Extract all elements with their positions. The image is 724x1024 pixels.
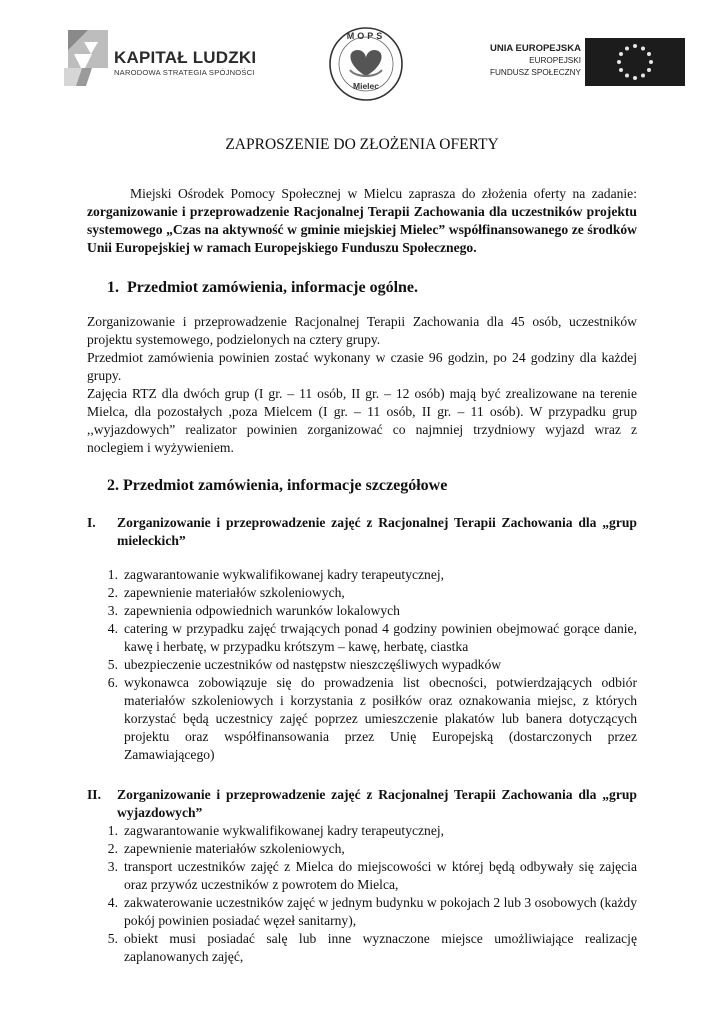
list-item-number: 1.	[107, 567, 118, 582]
document-body	[87, 136, 637, 966]
subsection-list	[87, 822, 637, 966]
section1-heading	[107, 279, 637, 297]
eu-flag-icon	[585, 38, 685, 86]
list-item-text: catering w przypadku zajęć trwających ponad 4 godziny powinien obejmować gorące danie, kawę i herbatę, w przypadku krótszym – kawę, herbatę, ciastka	[124, 621, 637, 654]
list-item-text: wykonawca zobowiązuje się do prowadzenia list obecności, potwierdzających odbiór materiałów szkoleniowych i korzystania z posiłków oraz oznakowania miejsc, z których korzystać będą uczestnicy zajęć poprzez umieszczenie plakatów lub banera dotyczących projektu oraz współfinansowania przez Unię Europejską (dostarczonych przez Zamawiającego)	[124, 675, 637, 762]
subsection-numeral: I.	[87, 515, 96, 530]
section1-paragraph: Zajęcia RTZ dla dwóch grup (I gr. – 11 osób, II gr. – 12 osób) mają być zrealizowane na terenie Mielca, dla pozostałych ,poza Mielcem (I gr. – 11 osób, II gr. – 11 osób). W przypadku grup ,,wyjazdowych” realizator powinien zorganizować co najmniej trzydniowy wyjazd wraz z noclegiem i wyżywieniem.	[87, 386, 637, 455]
list-item-number: 4.	[107, 621, 118, 636]
list-item	[87, 602, 637, 620]
list-item-text: zagwarantowanie wykwalifikowanej kadry terapeutycznej,	[124, 823, 445, 838]
eu-logo-text	[490, 42, 581, 79]
list-item	[87, 822, 637, 840]
eu-logo-line2: EUROPEJSKI	[529, 56, 581, 65]
document-title: ZAPROSZENIE DO ZŁOŻENIA OFERTY	[225, 136, 499, 153]
list-item-text: zapewnienie materiałów szkoleniowych,	[124, 841, 345, 856]
kapital-ludzki-logo	[62, 28, 262, 88]
list-item	[87, 858, 637, 894]
list-item-number: 1.	[107, 823, 118, 838]
mops-logo-bottom-text: Mielec	[353, 81, 379, 91]
list-item-text: zakwaterowanie uczestników zajęć w jednym budynku w pokojach 2 lub 3 osobowych (każdy pokój powinien posiadać węzeł sanitarny),	[124, 895, 637, 928]
intro-paragraph	[87, 185, 637, 257]
kapital-ludzki-subtitle: NARODOWA STRATEGIA SPÓJNOŚCI	[114, 68, 255, 77]
section1-number: 1.	[107, 279, 119, 296]
mops-logo-top-text: MOPS	[346, 31, 386, 41]
subsection-title: Zorganizowanie i przeprowadzenie zajęć z Racjonalnej Terapii Zachowania dla „grup wyjazdowych”	[117, 787, 637, 820]
kapital-ludzki-mark-icon	[62, 28, 108, 88]
subsection-numeral: II.	[87, 787, 101, 802]
list-item-number: 3.	[107, 603, 118, 618]
list-item-text: zapewnienia odpowiednich warunków lokalowych	[124, 603, 400, 618]
eu-logo-line3: FUNDUSZ SPOŁECZNY	[490, 68, 581, 77]
eu-logo-line1: UNIA EUROPEJSKA	[490, 43, 581, 54]
subsection-heading	[87, 786, 637, 822]
list-item-number: 2.	[107, 585, 118, 600]
list-item-number: 4.	[107, 895, 118, 910]
list-item-text: ubezpieczenie uczestników od następstw nieszczęśliwych wypadków	[124, 657, 502, 672]
list-item-number: 3.	[107, 859, 118, 874]
list-item	[87, 584, 637, 602]
subsection-list	[87, 566, 637, 764]
list-item-number: 5.	[107, 657, 118, 672]
list-item	[87, 930, 637, 966]
list-item-text: zagwarantowanie wykwalifikowanej kadry terapeutycznej,	[124, 567, 445, 582]
mops-logo	[328, 26, 404, 102]
list-item-number: 5.	[107, 931, 118, 946]
intro-plain-text: Miejski Ośrodek Pomocy Społecznej w Mielcu zaprasza do złożenia oferty na zadanie:	[130, 186, 637, 201]
list-item-number: 2.	[107, 841, 118, 856]
section1-paragraph: Przedmiot zamówienia powinien zostać wykonany w czasie 96 godzin, po 24 godziny dla każdej grupy.	[87, 350, 637, 383]
list-item	[87, 840, 637, 858]
section2-heading: 2. Przedmiot zamówienia, informacje szczegółowe	[107, 477, 448, 494]
intro-bold-text: zorganizowanie i przeprowadzenie Racjonalnej Terapii Zachowania dla uczestników projektu systemowego „Czas na aktywność w gminie miejskiej Mielec” współfinansowanego ze środków Unii Europejskiej w ramach Europejskiego Funduszu Społecznego.	[87, 204, 637, 255]
list-item-text: transport uczestników zajęć z Mielca do miejscowości w której będą odbywały się zajęcia oraz przywóz uczestników z powrotem do Mielca,	[124, 859, 637, 892]
list-item	[87, 566, 637, 584]
section1-heading-text: Przedmiot zamówienia, informacje ogólne.	[127, 279, 419, 296]
subsection-heading	[87, 514, 637, 550]
list-item	[87, 894, 637, 930]
section1-paragraph: Zorganizowanie i przeprowadzenie Racjonalnej Terapii Zachowania dla 45 osób, uczestników projektu systemowego, podzielonych na cztery grupy.	[87, 314, 637, 347]
list-item	[87, 674, 637, 764]
list-item-number: 6.	[107, 675, 118, 690]
eu-logo	[470, 38, 685, 88]
list-item-text: zapewnienie materiałów szkoleniowych,	[124, 585, 345, 600]
list-item	[87, 656, 637, 674]
kapital-ludzki-title: KAPITAŁ LUDZKI	[114, 48, 257, 67]
list-item-text: obiekt musi posiadać salę lub inne wyznaczone miejsce umożliwiające realizację zaplanowanych zajęć,	[124, 931, 637, 964]
subsection-title: Zorganizowanie i przeprowadzenie zajęć z Racjonalnej Terapii Zachowania dla „grup mieleckich”	[117, 515, 637, 548]
list-item	[87, 620, 637, 656]
